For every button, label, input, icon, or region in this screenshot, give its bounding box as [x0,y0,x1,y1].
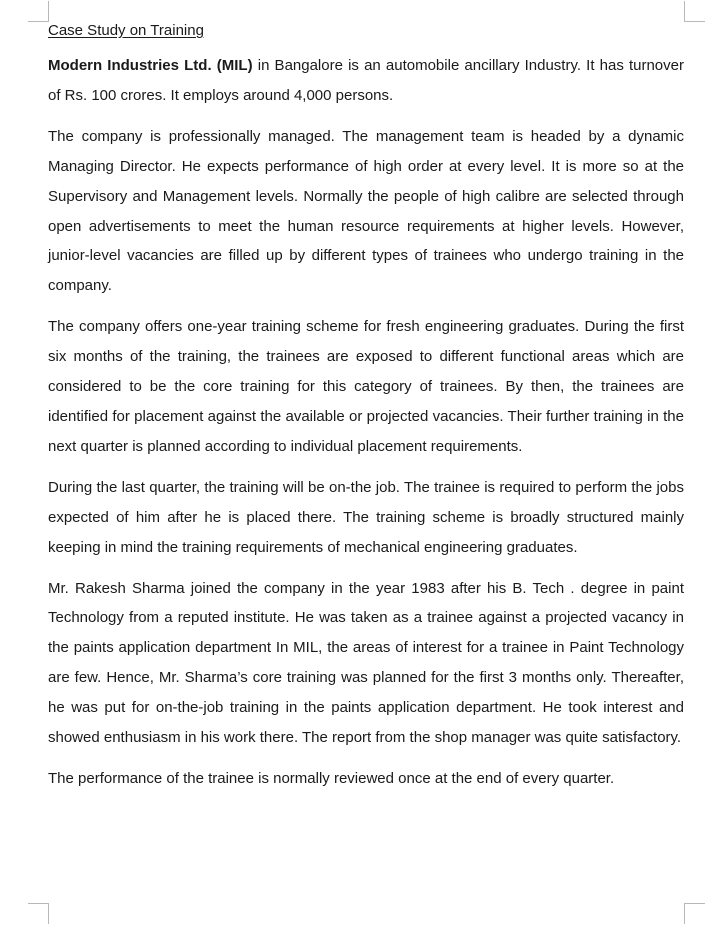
crop-mark-bottom-left [28,903,49,924]
document-title: Case Study on Training [48,22,204,39]
paragraph-4: During the last quarter, the training will be on-the job. The trainee is required to perform the jobs expected of him after he is placed there. The training scheme is broadly structured mainly keeping in mind the training requirements of mechanical engineering graduates. [48,478,684,556]
paragraph-1-text: in Bangalore is an automobile ancillary Industry. It has turnover of Rs. 100 crores. It employs around 4,000 persons. [48,57,684,104]
crop-mark-top-left [28,1,49,22]
paragraph-1 [48,51,684,111]
crop-mark-bottom-right [684,903,705,924]
document-body[interactable] [48,20,684,805]
crop-mark-top-right [684,1,705,22]
paragraph-5: Mr. Rakesh Sharma joined the company in the year 1983 after his B. Tech . degree in paint Technology from a reputed institute. He was taken as a trainee against a projected vacancy in the paints application department In MIL, the areas of interest for a trainee in Paint Technology are few. Hence, Mr. Sharma’s core training was planned for the first 3 months only. Thereafter, he was put for on-the-job training in the paints application department. He took interest and showed enthusiasm in his work there. The report from the shop manager was quite satisfactory. [48,579,684,747]
paragraph-3: The company offers one-year training scheme for fresh engineering graduates. During the first six months of the training, the trainees are exposed to different functional areas which are considered to be the core training for this category of trainees. By then, the trainees are identified for placement against the available or projected vacancies. Their further training in the next quarter is planned according to individual placement requirements. [48,318,684,455]
company-name: Modern Industries Ltd. (MIL) [48,57,253,74]
paragraph-6: The performance of the trainee is normally reviewed once at the end of every quarter. [48,769,615,787]
paragraph-2: The company is professionally managed. The management team is headed by a dynamic Managing Director. He expects performance of high order at every level. It is more so at the Supervisory and Management levels. Normally the people of high calibre are selected through open advertisements to meet the human resource requirements at higher levels. However, junior-level vacancies are filled up by different types of trainees who undergo training in the company. [48,127,684,295]
